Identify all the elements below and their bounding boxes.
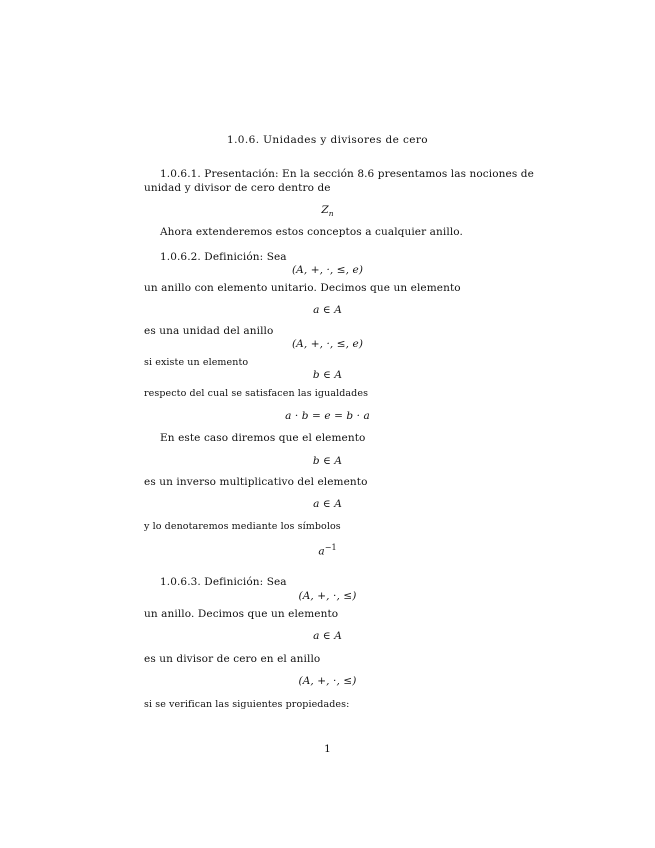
element-formula: b ∈ A (312, 455, 343, 467)
identity-formula: a · b = e = b · a (285, 410, 370, 422)
definition-2-label: 1.0.6.3. Definición: Sea (160, 576, 287, 588)
definition-1-line-3: es una unidad del anillo (144, 325, 274, 337)
formula-zn-subscript: n (328, 209, 334, 219)
element-formula: a ∈ A (313, 498, 342, 510)
page-number: 1 (324, 743, 331, 755)
definition-1-line-7: es un inverso multiplicativo del elemento (144, 476, 368, 488)
presentacion-paragraph-line-2: unidad y divisor de cero dentro de (144, 182, 331, 194)
ring-formula: (A, +, ·, ≤) (298, 675, 357, 687)
inverse-formula (0, 541, 655, 559)
definition-2-line-2: un anillo. Decimos que un elemento (144, 608, 339, 620)
presentacion-paragraph-line-1: 1.0.6.1. Presentación: En la sección 8.6 presentamos las nociones de (160, 168, 534, 180)
definition-1-line-4: si existe un elemento (144, 357, 249, 368)
element-formula: b ∈ A (312, 369, 343, 381)
definition-2-line-4: si se verifican las siguientes propiedades: (144, 699, 350, 710)
ring-formula: (A, +, ·, ≤, e) (291, 264, 364, 276)
definition-2-line-3: es un divisor de cero en el anillo (144, 653, 321, 665)
inverse-exponent: −1 (324, 543, 337, 552)
formula-zn (0, 204, 655, 220)
ring-formula: (A, +, ·, ≤) (298, 590, 357, 602)
element-formula: a ∈ A (313, 630, 342, 642)
definition-1-line-5: respecto del cual se satisfacen las igualdades (144, 388, 369, 399)
definition-1-line-6: En este caso diremos que el elemento (160, 432, 366, 444)
element-formula: a ∈ A (313, 304, 342, 316)
inverse-base: a (318, 545, 325, 558)
presentacion-paragraph-line-3: Ahora extenderemos estos conceptos a cualquier anillo. (160, 226, 463, 238)
definition-1-label: 1.0.6.2. Definición: Sea (160, 251, 287, 263)
definition-1-line-2: un anillo con elemento unitario. Decimos que un elemento (144, 282, 461, 294)
ring-formula: (A, +, ·, ≤, e) (291, 338, 364, 350)
formula-zn-letter: Z (321, 204, 329, 216)
section-title: 1.0.6. Unidades y divisores de cero (226, 134, 429, 146)
definition-1-line-8: y lo denotaremos mediante los símbolos (144, 521, 341, 532)
